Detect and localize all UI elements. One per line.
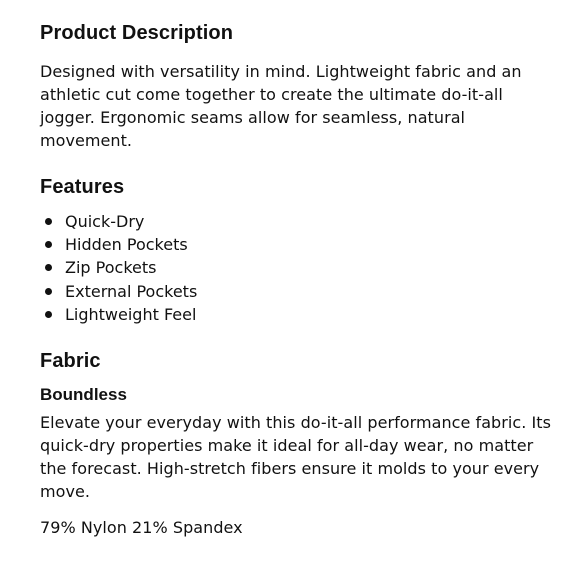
feature-label: Hidden Pockets bbox=[65, 235, 188, 255]
fabric-description-text: Elevate your everyday with this do-it-all performance fabric. Its quick-dry properties make it ideal for all-day wear, no matter the forecast. High-stretch fibers ensure it molds to your every move. bbox=[40, 413, 551, 502]
list-item bbox=[40, 256, 560, 279]
list-item bbox=[40, 233, 560, 256]
fabric-composition: 79% Nylon 21% Spandex bbox=[40, 518, 243, 538]
bullet-icon bbox=[45, 288, 52, 295]
feature-label: Quick-Dry bbox=[65, 212, 145, 231]
product-description-text: Designed with versatility in mind. Lightweight fabric and an athletic cut come together to create the ultimate do-it-all jogger. Ergonomic seams allow for seamless, natural movement. bbox=[40, 62, 522, 150]
product-description-heading: Product Description bbox=[40, 22, 234, 44]
feature-label: Lightweight Feel bbox=[65, 304, 197, 324]
list-item bbox=[40, 280, 560, 303]
feature-label: Zip Pockets bbox=[65, 258, 157, 278]
bullet-icon bbox=[45, 241, 52, 248]
bullet-icon bbox=[45, 264, 52, 271]
feature-label: External Pockets bbox=[65, 281, 198, 301]
fabric-heading: Fabric bbox=[40, 350, 101, 373]
fabric-name: Boundless bbox=[40, 385, 127, 405]
features-heading: Features bbox=[40, 176, 125, 198]
product-details bbox=[40, 20, 560, 539]
list-item bbox=[40, 303, 560, 326]
features-list bbox=[40, 210, 560, 326]
list-item bbox=[40, 210, 560, 233]
bullet-icon bbox=[45, 218, 52, 225]
bullet-icon bbox=[45, 311, 52, 318]
